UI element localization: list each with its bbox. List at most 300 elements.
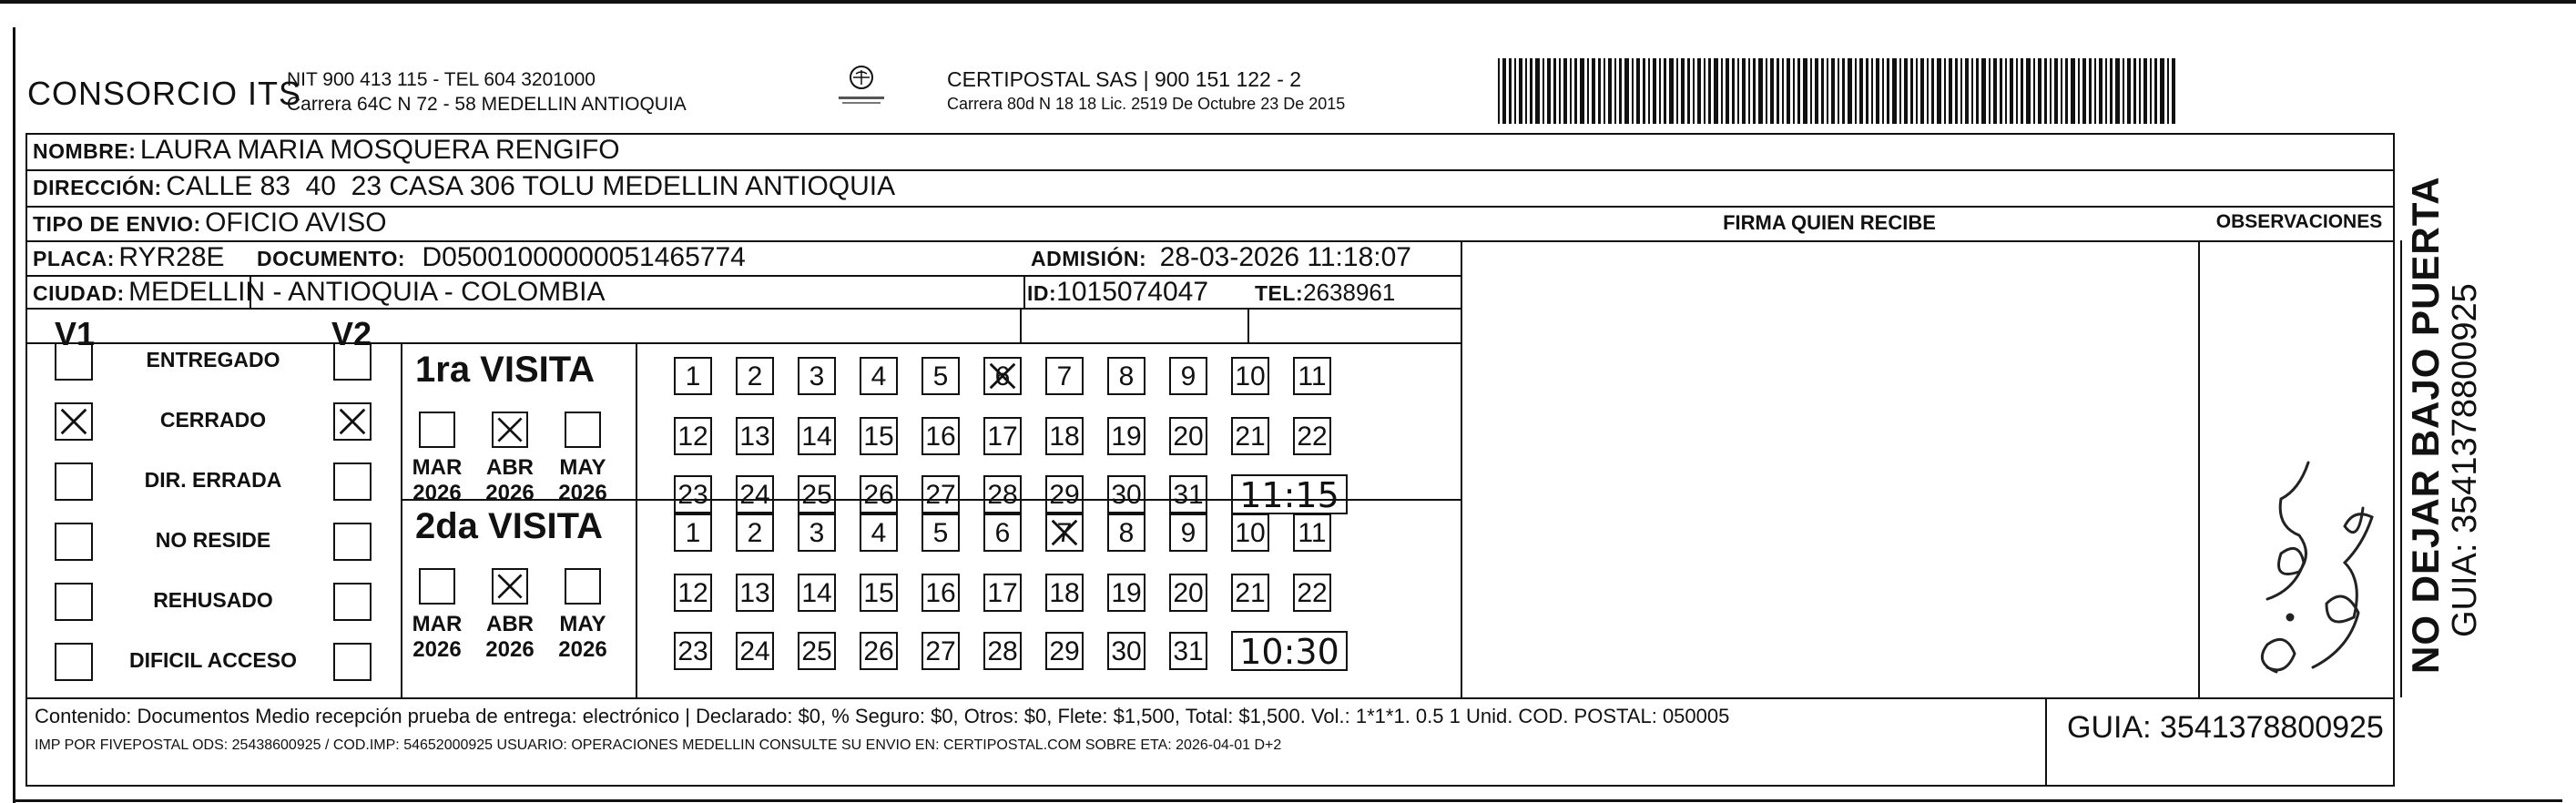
barcode-bar (1509, 58, 1512, 124)
v1-checkbox[interactable] (55, 342, 93, 381)
barcode-bar (1721, 58, 1723, 124)
barcode-bar (1664, 58, 1666, 124)
day-number: 16 (925, 422, 956, 452)
barcode-bar (1708, 58, 1711, 124)
day-box[interactable] (736, 357, 774, 395)
day-box[interactable] (1231, 574, 1269, 612)
barcode-bar (1608, 58, 1612, 124)
nombre-label: NOMBRE: (33, 139, 137, 163)
barcode-bar (1732, 58, 1735, 124)
barcode-bar (1793, 58, 1795, 124)
day-number: 27 (925, 480, 956, 510)
barcode-bar (1570, 58, 1572, 124)
day-box[interactable] (860, 513, 898, 552)
day-number: 13 (739, 422, 770, 452)
v2-checkbox[interactable] (333, 523, 372, 561)
day-number: 23 (677, 636, 708, 666)
barcode-bar (1777, 58, 1779, 124)
day-box[interactable] (921, 632, 960, 670)
day-number: 6 (994, 518, 1011, 548)
barcode-bar (1859, 58, 1863, 124)
day-box[interactable] (983, 475, 1022, 513)
barcode-bar (2150, 58, 2152, 124)
day-number: 1 (685, 361, 701, 391)
day-box[interactable] (1169, 632, 1207, 670)
barcode-bar (2054, 58, 2058, 124)
status-label: DIFICIL ACCESO (128, 648, 297, 672)
day-box[interactable] (1293, 357, 1331, 395)
barcode-bar (1553, 58, 1556, 124)
day-number: 21 (1235, 422, 1266, 452)
day-box[interactable] (860, 574, 898, 612)
barcode-bar (2050, 58, 2052, 124)
visit-time: 10:30 (1231, 631, 1348, 671)
barcode-bar (2044, 58, 2047, 124)
day-number: 5 (932, 518, 949, 548)
day-box[interactable] (1045, 632, 1084, 670)
day-box[interactable] (674, 357, 712, 395)
firma-header: FIRMA QUIEN RECIBE (1723, 211, 1936, 234)
day-number: 29 (1049, 480, 1080, 510)
day-number: 23 (677, 480, 708, 510)
barcode-bar (1687, 58, 1690, 124)
day-number: 24 (739, 636, 770, 666)
v1-checkbox[interactable] (55, 402, 93, 441)
barcode-bar (1632, 58, 1634, 124)
day-number: 3 (809, 361, 825, 391)
tipo-value: OFICIO AVISO (205, 208, 387, 238)
month-checkbox[interactable] (565, 568, 601, 605)
day-box[interactable] (921, 417, 960, 455)
barcode-bar (1697, 58, 1701, 124)
day-number: 31 (1173, 636, 1204, 666)
month-label (546, 455, 619, 506)
barcode-bar (1676, 58, 1678, 124)
day-number: 31 (1173, 480, 1204, 510)
id-row (1027, 277, 1208, 308)
day-box[interactable] (860, 632, 898, 670)
day-number: 26 (863, 636, 894, 666)
barcode-bar (2167, 58, 2169, 124)
barcode-bar (1927, 58, 1929, 124)
barcode-bar (1530, 58, 1532, 124)
barcode-bar (1827, 58, 1828, 124)
barcode-bar (1502, 58, 1506, 124)
barcode-bar (1525, 58, 1527, 124)
month-year: 2026 (412, 481, 462, 505)
day-number: 27 (925, 636, 956, 666)
barcode-bar (2021, 58, 2023, 124)
day-number: 15 (863, 578, 894, 608)
day-number: 8 (1118, 518, 1135, 548)
barcode-bar (1758, 58, 1763, 124)
placa-value: RYR28E (118, 242, 225, 272)
month-label (473, 455, 546, 506)
day-number: 3 (809, 518, 825, 548)
month-name: ABR (486, 455, 534, 480)
barcode-bar (1547, 58, 1551, 124)
company-info (287, 67, 687, 117)
barcode-bar (1949, 58, 1952, 124)
day-box[interactable] (1107, 574, 1145, 612)
day-number: 19 (1111, 422, 1142, 452)
day-box[interactable] (921, 513, 960, 552)
day-box[interactable] (983, 574, 1022, 612)
barcode-bar (1598, 58, 1601, 124)
v2-checkbox[interactable] (333, 342, 372, 381)
day-box[interactable] (1293, 574, 1331, 612)
month-name: MAY (559, 612, 606, 636)
barcode-bar (1636, 58, 1640, 124)
barcode-bar (1821, 58, 1824, 124)
barcode-bar (1993, 58, 1997, 124)
v2-checkbox[interactable] (333, 583, 372, 621)
month-year: 2026 (485, 481, 535, 505)
barcode-bar (1693, 58, 1695, 124)
barcode-bar (2071, 58, 2075, 124)
certipostal-logo (833, 64, 890, 109)
barcode-bar (2172, 58, 2175, 124)
barcode-bar (2160, 58, 2164, 124)
placa-label: PLACA: (33, 247, 115, 270)
month-checkbox[interactable] (565, 412, 601, 448)
barcode-bar (1714, 58, 1718, 124)
barcode-bar (1592, 58, 1595, 124)
barcode-bar (2099, 58, 2103, 124)
barcode-bar (1574, 58, 1577, 124)
top-border (0, 0, 2576, 4)
status-label: REHUSADO (153, 588, 273, 612)
day-box[interactable] (983, 417, 1022, 455)
day-mark (985, 359, 1020, 393)
barcode-bar (1931, 58, 1934, 124)
day-number: 6 (994, 361, 1011, 391)
ciudad-row (33, 277, 606, 308)
barcode-bar (1892, 58, 1897, 124)
day-box[interactable] (674, 632, 712, 670)
day-box[interactable] (921, 574, 960, 612)
day-box[interactable] (1045, 475, 1084, 513)
day-box[interactable] (798, 513, 836, 552)
day-number: 29 (1049, 636, 1080, 666)
barcode-bar (1519, 58, 1522, 124)
day-box[interactable] (1045, 574, 1084, 612)
barcode-bar (2143, 58, 2147, 124)
day-box[interactable] (1169, 513, 1207, 552)
month-label (546, 612, 619, 663)
direccion-row (33, 171, 895, 202)
barcode-bar (1580, 58, 1584, 124)
day-number: 25 (801, 636, 832, 666)
barcode-bar (2038, 58, 2041, 124)
day-number: 17 (987, 578, 1018, 608)
day-number: 15 (863, 422, 894, 452)
day-box[interactable] (1169, 475, 1207, 513)
month-year: 2026 (485, 637, 535, 662)
day-number: 22 (1297, 578, 1328, 608)
status-label: CERRADO (159, 408, 267, 432)
v1-checkbox[interactable] (55, 523, 93, 561)
handwritten-observation (2213, 344, 2395, 694)
observaciones-header: OBSERVACIONES (2215, 211, 2383, 232)
day-box[interactable] (736, 574, 774, 612)
barcode-bar (2089, 58, 2092, 124)
barcode-bar (1514, 58, 1516, 124)
visit-time: 11:15 (1231, 474, 1348, 514)
v2-checkbox[interactable] (333, 402, 372, 441)
bottom-border (13, 799, 2562, 802)
v2-checkbox[interactable] (333, 643, 372, 681)
day-box[interactable] (860, 475, 898, 513)
barcode-bar (1920, 58, 1924, 124)
month-year: 2026 (412, 637, 462, 662)
nombre-row (33, 135, 620, 166)
admision-row (1031, 242, 1411, 273)
day-box[interactable] (1107, 632, 1145, 670)
day-number: 4 (871, 518, 887, 548)
day-box[interactable] (798, 574, 836, 612)
barcode-bar (1976, 58, 1979, 124)
documento-value: D05001000000051465774 (422, 242, 746, 272)
month-checkbox[interactable] (492, 568, 528, 605)
barcode-bar (2026, 58, 2031, 124)
status-label: DIR. ERRADA (144, 468, 282, 492)
barcode-bar (2082, 58, 2086, 124)
barcode-bar (2065, 58, 2068, 124)
barcode-bar (2010, 58, 2013, 124)
barcode-bar (1543, 58, 1544, 124)
month-name: MAR (412, 455, 463, 480)
id-value: 1015074047 (1056, 277, 1209, 307)
direccion-label: DIRECCIÓN: (33, 176, 162, 199)
barcode-bar (1535, 58, 1540, 124)
barcode-bar (2105, 58, 2107, 124)
day-box[interactable] (674, 475, 712, 513)
barcode-bar (1604, 58, 1605, 124)
day-box[interactable] (921, 357, 960, 395)
barcode-bar (1681, 58, 1685, 124)
barcode-bar (1737, 58, 1739, 124)
day-number: 9 (1180, 518, 1196, 548)
barcode-bar (1782, 58, 1784, 124)
barcode-bar (1831, 58, 1835, 124)
barcode-bar (1614, 58, 1616, 124)
company-nit: NIT 900 413 115 - TEL 604 3201000 (287, 69, 596, 90)
footer-guia: GUIA: 3541378800925 (2067, 710, 2384, 745)
side-guia: GUIA: 3541378800925 (2446, 283, 2484, 637)
v2-checkbox[interactable] (333, 462, 372, 501)
barcode-bar (2000, 58, 2002, 124)
day-number: 17 (987, 422, 1018, 452)
day-number: 26 (863, 480, 894, 510)
barcode-bar (1748, 58, 1750, 124)
day-number: 11 (1298, 361, 1327, 391)
barcode-bar (1766, 58, 1767, 124)
day-number: 1 (685, 518, 701, 548)
barcode-bar (1587, 58, 1589, 124)
status-label: ENTREGADO (146, 348, 280, 371)
carrier-name: CERTIPOSTAL SAS | 900 151 122 - 2 (947, 67, 1302, 91)
barcode-bar (1971, 58, 1973, 124)
day-box[interactable] (798, 417, 836, 455)
day-box[interactable] (1169, 574, 1207, 612)
footer-content: Contenido: Documentos Medio recepción prueba de entrega: electrónico | Declarado: $0, % Seguro: $0, Otros: $0, Flete: $1,500, Total: $1,500. Vol.: 1*1*1. 0.5 1 Unid. COD. POSTAL: 050005 (35, 705, 1730, 727)
day-number: 28 (987, 636, 1018, 666)
month-label (401, 455, 473, 506)
barcode-bar (1981, 58, 1986, 124)
day-number: 13 (739, 578, 770, 608)
nombre-value: LAURA MARIA MOSQUERA RENGIFO (139, 135, 620, 165)
left-border (13, 27, 15, 803)
day-box[interactable] (1231, 357, 1269, 395)
barcode-bar (1989, 58, 1991, 124)
month-year: 2026 (558, 481, 607, 505)
barcode-bar (1848, 58, 1852, 124)
day-box[interactable] (921, 475, 960, 513)
day-number: 20 (1173, 422, 1204, 452)
tipo-row (33, 208, 387, 239)
tipo-label: TIPO DE ENVIO: (33, 212, 201, 236)
day-box[interactable] (1107, 475, 1145, 513)
no-dejar-warning: NO DEJAR BAJO PUERTA (2404, 176, 2447, 674)
barcode-bar (1965, 58, 1969, 124)
day-number: 10 (1235, 518, 1266, 548)
day-box[interactable] (1293, 513, 1331, 552)
barcode-bar (2110, 58, 2113, 124)
day-box[interactable] (860, 417, 898, 455)
month-checkbox[interactable] (419, 412, 455, 448)
month-checkbox[interactable] (419, 568, 455, 605)
day-box[interactable] (1231, 513, 1269, 552)
delivery-form (25, 133, 2395, 787)
barcode-bar (1904, 58, 1908, 124)
day-number: 2 (747, 518, 763, 548)
documento-row (257, 242, 746, 273)
barcode-bar (1842, 58, 1845, 124)
day-number: 30 (1111, 636, 1142, 666)
barcode-bar (1910, 58, 1913, 124)
admision-label: ADMISIÓN: (1031, 247, 1147, 270)
status-label: NO RESIDE (155, 528, 271, 552)
day-box[interactable] (1293, 417, 1331, 455)
tel-row (1255, 279, 1395, 307)
day-number: 18 (1049, 422, 1080, 452)
barcode-bar (1643, 58, 1645, 124)
day-box[interactable] (1045, 357, 1084, 395)
barcode-bar (1742, 58, 1746, 124)
month-label (473, 612, 546, 663)
barcode-bar (1704, 58, 1705, 124)
barcode-bar (1753, 58, 1756, 124)
tel-value: 2638961 (1303, 279, 1396, 306)
day-number: 10 (1235, 361, 1266, 391)
day-box[interactable] (674, 417, 712, 455)
barcode-bar (1563, 58, 1567, 124)
day-box[interactable] (983, 513, 1022, 552)
day-box[interactable] (798, 475, 836, 513)
barcode-bar (1955, 58, 1958, 124)
day-box[interactable] (798, 357, 836, 395)
day-box[interactable] (1107, 417, 1145, 455)
day-box[interactable] (1169, 417, 1207, 455)
day-box[interactable] (860, 357, 898, 395)
id-label: ID: (1027, 281, 1057, 305)
day-number: 28 (987, 480, 1018, 510)
month-name: ABR (486, 612, 534, 636)
day-number: 22 (1297, 422, 1328, 452)
carrier-license: Carrera 80d N 18 18 Lic. 2519 De Octubre 23 De 2015 (947, 95, 1346, 113)
day-number: 14 (801, 422, 832, 452)
day-box[interactable] (736, 475, 774, 513)
v1-checkbox[interactable] (55, 462, 93, 501)
day-number: 7 (1056, 518, 1073, 548)
day-number: 11 (1298, 518, 1327, 548)
day-box[interactable] (736, 417, 774, 455)
visit-title: 2da VISITA (415, 506, 603, 546)
day-number: 9 (1180, 361, 1196, 391)
barcode-bar (1669, 58, 1674, 124)
day-box[interactable] (674, 574, 712, 612)
barcode-bar (1876, 58, 1879, 124)
barcode-bar (1916, 58, 1918, 124)
v1-checkbox[interactable] (55, 643, 93, 681)
month-name: MAY (559, 455, 606, 480)
day-box[interactable] (1107, 513, 1145, 552)
visit-title: 1ra VISITA (415, 350, 596, 390)
day-number: 8 (1118, 361, 1135, 391)
day-number: 12 (677, 578, 708, 608)
day-number: 21 (1235, 578, 1266, 608)
day-number: 4 (871, 361, 887, 391)
day-box[interactable] (736, 513, 774, 552)
day-box[interactable] (1045, 513, 1084, 552)
day-box[interactable] (1231, 417, 1269, 455)
barcode-bar (1803, 58, 1807, 124)
day-box[interactable] (983, 632, 1022, 670)
day-box[interactable] (798, 632, 836, 670)
barcode-bar (2123, 58, 2124, 124)
barcode (1498, 58, 2176, 124)
day-box[interactable] (674, 513, 712, 552)
barcode-bar (1498, 58, 1500, 124)
day-box[interactable] (983, 357, 1022, 395)
day-box[interactable] (1107, 357, 1145, 395)
day-box[interactable] (1169, 357, 1207, 395)
v1-checkbox[interactable] (55, 583, 93, 621)
month-year: 2026 (558, 637, 607, 662)
barcode-bar (1815, 58, 1818, 124)
barcode-bar (2033, 58, 2035, 124)
barcode-bar (1810, 58, 1812, 124)
day-box[interactable] (736, 632, 774, 670)
placa-row (33, 242, 225, 273)
barcode-bar (1899, 58, 1901, 124)
barcode-bar (1866, 58, 1868, 124)
footer-imp: IMP POR FIVEPOSTAL ODS: 25438600925 / COD.IMP: 54652000925 USUARIO: OPERACIONES MEDELLIN CONSULTE SU ENVIO EN: CERTIPOSTAL.COM SOBRE ETA: 2026-04-01 D+2 (35, 737, 1282, 753)
ciudad-label: CIUDAD: (33, 281, 125, 305)
barcode-bar (1770, 58, 1774, 124)
barcode-bar (2005, 58, 2007, 124)
day-number: 7 (1056, 361, 1073, 391)
month-checkbox[interactable] (492, 412, 528, 448)
barcode-bar (1887, 58, 1889, 124)
day-box[interactable] (1045, 417, 1084, 455)
barcode-bar (1787, 58, 1790, 124)
day-number: 25 (801, 480, 832, 510)
month-name: MAR (412, 612, 463, 636)
barcode-bar (1624, 58, 1629, 124)
barcode-bar (2139, 58, 2141, 124)
